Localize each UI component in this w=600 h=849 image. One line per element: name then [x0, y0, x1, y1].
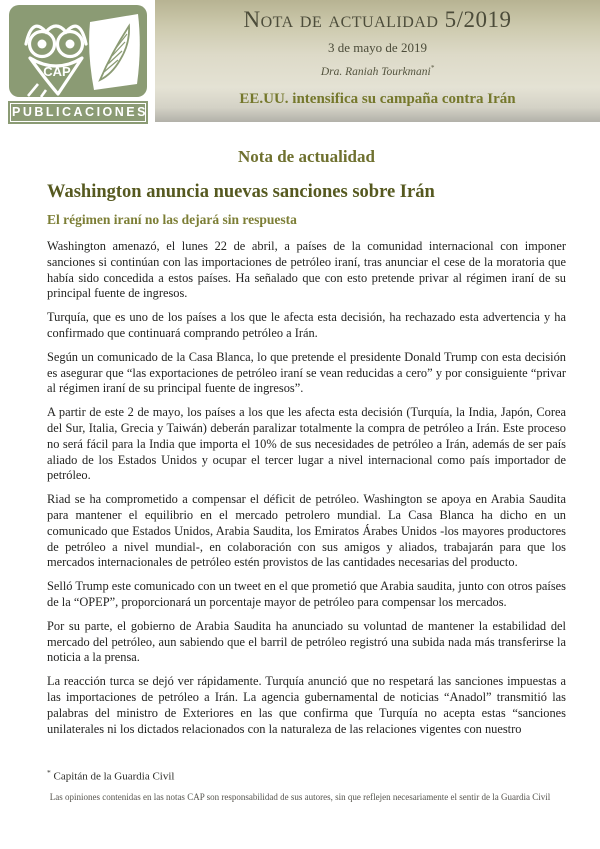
author-footnote-mark: * — [430, 64, 435, 72]
article-body — [0, 122, 600, 767]
article-subheadline: El régimen iraní no las dejará sin respuesta — [47, 212, 297, 227]
publisher-name: PUBLICACIONES — [8, 101, 148, 124]
section-title: Nota de actualidad — [238, 147, 375, 166]
paragraph: Según un comunicado de la Casa Blanca, lo que pretende el presidente Donald Trump con esta decisión es asegurar que “las exportaciones de petróleo iraní se vean reducidas a cero” y por consiguiente “privar al régimen iraní de su principal fuente de ingresos”. — [47, 349, 566, 396]
paragraph: Washington amenazó, el lunes 22 de abril, a países de la comunidad internacional con imponer sanciones si continúan con las importaciones de petróleo iraní, tras anunciar el cese de la moratoria que había sido concedida a estos países. Ha señalado que con esto pretende privar al régimen iraní de su principal fuente de ingresos. — [47, 239, 566, 301]
page-footer — [0, 768, 600, 802]
paragraph: A partir de este 2 de mayo, los países a los que les afecta esta decisión (Turquía, la India, Japón, Corea del Sur, Italia, Grecia y Taiwán) deberán paralizar totalmente la compra de petróleo a Irán. Este proceso no será fácil para la India que importa el 10% de sus necesidades de petróleo a Irán, además de ser país aliado de los Estados Unidos y ocupar el tercer lugar a nivel internacional como país importador de petróleo. — [47, 405, 566, 483]
author-line — [321, 64, 434, 78]
header-band — [155, 0, 600, 122]
publication-date: 3 de mayo de 2019 — [328, 40, 427, 55]
paragraph: Riad se ha comprometido a compensar el déficit de petróleo. Washington se apoya en Arabia Saudita para mantener el equilibrio en el mercado petrolero mundial. La Casa Blanca ha dicho en un comunicado que Estados Unidos, Arabia Saudita, los Emiratos Árabes Unidos -los mayores productores de petróleo a nivel mundial-, en colaboración con sus amigos y aliados, trabajarán para que los mercados internacionales de petróleo estén provistos de las cantidades necesarias del producto. — [47, 492, 566, 570]
paragraph: La reacción turca se dejó ver rápidamente. Turquía anunció que no respetará las sanciones impuestas a las importaciones de petróleo a Irán. La agencia gubernamental de noticias “Anadol” transmitió las palabras del ministro de Exteriores en las que confirma que Turquía no acepta estas “sanciones unilaterales ni los dictados relacionados con la naturaleza de las relaciones vigentes con nuestro — [47, 674, 566, 736]
footnote-text: Capitán de la Guardia Civil — [53, 770, 175, 783]
publisher-logo — [0, 0, 155, 122]
paragraph: Selló Trump este comunicado con un tweet en el que prometió que Arabia saudita, junto con otros países de la “OPEP”, proporcionará un porcentaje mayor de petróleo para compensar los mercados. — [47, 579, 566, 609]
footnote — [0, 768, 600, 783]
footnote-mark: * — [47, 768, 51, 777]
paragraph: Turquía, que es uno de los países a los que le afecta esta decisión, ha rechazado esta advertencia y ha confirmado que continuará comprando petróleo a Irán. — [47, 310, 566, 340]
header — [0, 0, 600, 122]
author-name: Dra. Raniah Tourkmani — [320, 65, 431, 78]
publication-title: Nota de actualidad 5/2019 — [243, 7, 512, 32]
owl-feather-logo-icon — [8, 4, 148, 98]
footer-disclaimer: Las opiniones contenidas en las notas CAP son responsabilidad de sus autores, sin que reflejen necesariamente el sentir de la Guardia Civil — [49, 791, 551, 802]
article-headline: Washington anuncia nuevas sanciones sobre Irán — [47, 182, 435, 202]
logo-acronym: CAP — [43, 64, 71, 79]
paragraph-block — [47, 239, 566, 737]
header-subtitle: EE.UU. intensifica su campaña contra Irán — [239, 90, 516, 107]
paragraph: Por su parte, el gobierno de Arabia Saudita ha anunciado su voluntad de mantener la estabilidad del mercado del petróleo, aun sabiendo que el barril de petróleo registró una subida nada más transferirse la noticia a la prensa. — [47, 618, 566, 665]
